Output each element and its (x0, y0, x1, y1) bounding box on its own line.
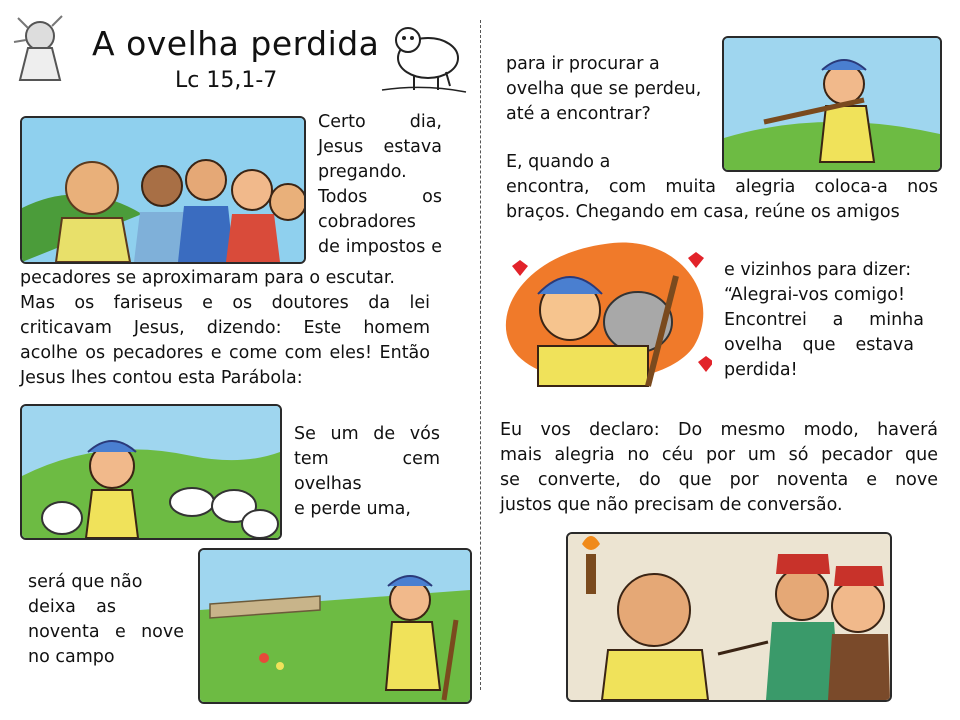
text-line: e perde uma, (294, 499, 411, 519)
text-line: Certo dia, (318, 112, 442, 132)
text-line: justos que não precisam de conversão. (500, 495, 843, 515)
text-line: “Alegrai-vos comigo! (724, 285, 905, 305)
text-line: deixa as (28, 597, 116, 617)
illustration-jesus-pharisees (566, 532, 892, 702)
text-line: pregando. (318, 162, 407, 182)
paragraph-pharisees (20, 266, 430, 391)
text-line: ovelha que se perdeu, (506, 79, 702, 99)
text-line: se converte, do que por noventa e nove (500, 470, 938, 490)
text-line: perdida! (724, 360, 798, 380)
paragraph-found (506, 150, 938, 225)
illustration-shepherd-flock (20, 404, 282, 540)
text-line: encontra, com muita alegria coloca-a nos (506, 177, 938, 197)
text-line: até a encontrar? (506, 104, 651, 124)
page-title: A ovelha perdida (92, 24, 380, 63)
text-line: cobradores (318, 212, 416, 232)
text-line: braços. Chegando em casa, reúne os amigos (506, 202, 900, 222)
text-line: Todos os (318, 187, 442, 207)
text-line: noventa e nove (28, 622, 184, 642)
text-line: de impostos e (318, 237, 442, 257)
text-line: mais alegria no céu por um só pecador que (500, 445, 938, 465)
paragraph-search (506, 52, 718, 127)
text-line: acolhe os pecadores e come com eles! Então (20, 343, 430, 363)
text-line: ovelha que estava (724, 335, 914, 355)
bible-reference: Lc 15,1-7 (175, 68, 278, 93)
paragraph-ninety-nine (28, 570, 184, 670)
paragraph-rejoice (724, 258, 938, 383)
column-divider (480, 20, 481, 690)
paragraph-hundred-sheep (294, 422, 440, 522)
cartoon-figure-icon (8, 8, 72, 88)
text-line: Eu vos declaro: Do mesmo modo, haverá (500, 420, 938, 440)
text-line: criticavam Jesus, dizendo: Este homem (20, 318, 430, 338)
illustration-shepherd-leaving (198, 548, 472, 704)
illustration-shepherd-hugging-sheep (498, 236, 712, 394)
text-line: Jesus lhes contou esta Parábola: (20, 368, 303, 388)
text-line: Jesus estava (318, 137, 442, 157)
illustration-jesus-crowd (20, 116, 306, 264)
text-line: Se um de vós (294, 424, 440, 444)
text-line: e vizinhos para dizer: (724, 260, 912, 280)
paragraph-intro (318, 110, 442, 260)
sheep-icon (378, 14, 470, 96)
text-line: será que não (28, 572, 143, 592)
text-line: E, quando a (506, 152, 611, 172)
text-line: pecadores se aproximaram para o escutar. (20, 268, 395, 288)
text-line: no campo (28, 647, 115, 667)
paragraph-conclusion (500, 418, 938, 518)
text-line: tem cem ovelhas (294, 449, 440, 494)
text-line: para ir procurar a (506, 54, 660, 74)
text-line: Encontrei a minha (724, 310, 924, 330)
text-line: Mas os fariseus e os doutores da lei (20, 293, 430, 313)
